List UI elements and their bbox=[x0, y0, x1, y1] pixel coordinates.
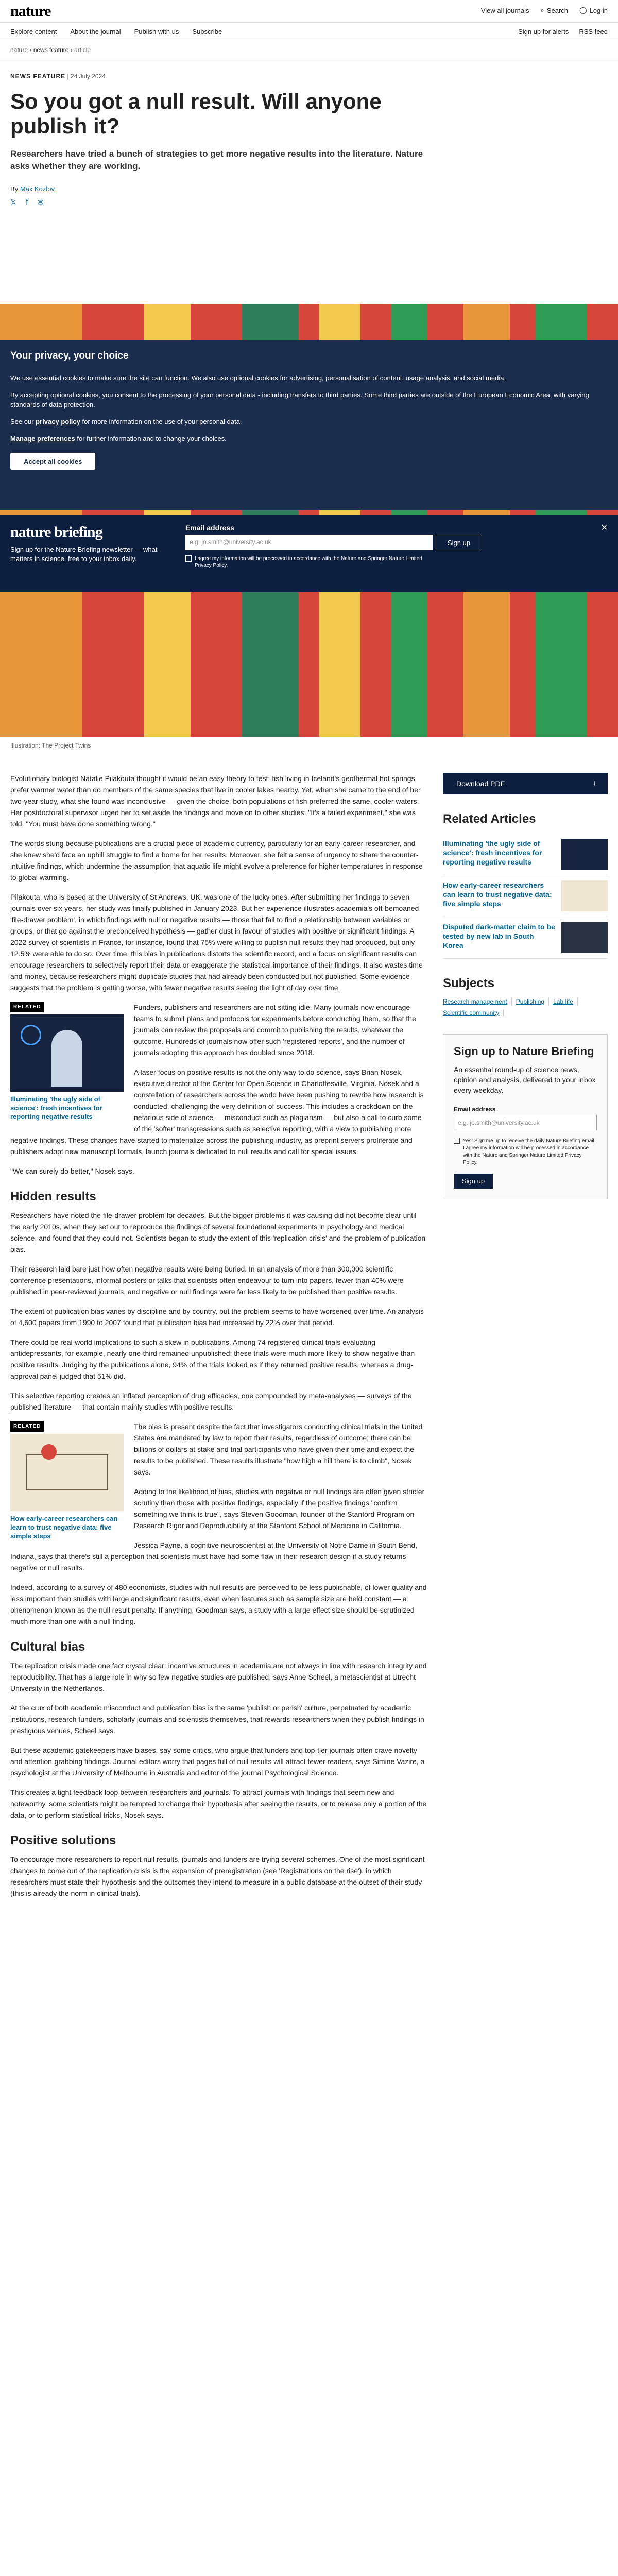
subject-link[interactable]: Lab life bbox=[553, 998, 578, 1005]
breadcrumb-news-feature[interactable]: news feature bbox=[33, 46, 69, 54]
search-link[interactable] bbox=[541, 6, 568, 14]
breadcrumb-article: article bbox=[74, 46, 91, 54]
user-icon: ◯ bbox=[579, 6, 587, 14]
related-article-item[interactable] bbox=[443, 834, 608, 875]
privacy-policy-link[interactable]: privacy policy bbox=[36, 418, 80, 426]
site-logo[interactable]: nature bbox=[10, 2, 51, 20]
briefing-email-input[interactable]: e.g. jo.smith@university.ac.uk bbox=[185, 535, 433, 550]
briefing-logo: nature briefing bbox=[10, 523, 102, 540]
paragraph: Evolutionary biologist Natalie Pilakouta thought it would be an easy theory to test: fish living in Iceland's geothermal hot springs prefer warmer water than do members of the same species that live in cooler lakes nearby. Yet, when she came to the end of her two-year study, what she found was inconclusive — given the choice, both populations of fish preferred the same, cooler waters. Her postdoctoral supervisor urged her to set aside the findings and move on to other studies: "It's a failed experiment," she was told. "You must have done something wrong." bbox=[10, 774, 421, 828]
cookie-text-2: By accepting optional cookies, you consent to the processing of your personal data - including transfers to third parties. Some third parties are outside of the European Economic Area, with varying standards of data protection. bbox=[10, 391, 589, 409]
download-icon: ↓ bbox=[593, 778, 596, 787]
login-link[interactable] bbox=[579, 6, 608, 14]
cookie-text-4-post: for further information and to change your choices. bbox=[77, 435, 227, 443]
download-pdf-label: Download PDF bbox=[456, 779, 505, 788]
paragraph: This creates a tight feedback loop between researchers and journals. To attract journals with findings that seem new and noteworthy, some scientists might be tempted to change their hypothesis after seeing the results, or to release only a portion of the data, or to perform statistical tricks, Nosek says. bbox=[10, 1788, 427, 1819]
related-tag: RELATED bbox=[10, 1421, 44, 1432]
manage-preferences-link[interactable]: Manage preferences bbox=[10, 435, 75, 443]
nav-publish[interactable]: Publish with us bbox=[134, 28, 179, 36]
subjects-list bbox=[443, 998, 608, 1016]
cookie-banner bbox=[0, 340, 618, 510]
article-date: 24 July 2024 bbox=[70, 73, 106, 80]
related-article-item[interactable] bbox=[443, 875, 608, 917]
related-tag: RELATED bbox=[10, 1002, 44, 1012]
section-heading: Positive solutions bbox=[10, 1834, 116, 1848]
breadcrumb-nature[interactable]: nature bbox=[10, 46, 28, 54]
page-title: So you got a null result. Will anyone publish it? bbox=[10, 89, 382, 138]
briefing-box-title: Sign up to Nature Briefing bbox=[454, 1045, 594, 1058]
related-article-title: How early-career researchers can learn to trust negative data: five simple steps bbox=[443, 881, 552, 908]
image-caption: Illustration: The Project Twins bbox=[10, 742, 91, 749]
sidebar bbox=[443, 773, 608, 1199]
briefing-signup-button[interactable]: Sign up bbox=[436, 535, 482, 550]
subjects-heading: Subjects bbox=[443, 976, 495, 990]
briefing-box-signup-button[interactable]: Sign up bbox=[454, 1174, 493, 1189]
paragraph: Pilakouta, who is based at the University of St Andrews, UK, was one of the lucky ones. After submitting her findings to seven journals over six years, her study was finally published in January 2023. But her experience illustrates academia's oft-bemoaned 'file-drawer problem', in which findings with null or negative results — those that fail to find a relationship between variables or groups, or that go against the preconceived hypothesis — gather dust in favour of studies with positive or significant findings. A 2022 survey of scientists in France, for instance, found that 75% were willing to publish null results they had produced, but only 12.5% were able to do so. Over time, this bias in publications distorts the scientific record, and a focus on significant results can encourage researchers to selectively report their data or exaggerate the statistical importance of their findings. It also wastes time and money, because researchers might duplicate studies that had already been conducted but not published. Some evidence suggests that the problem is getting worse, with fewer negative results seeing the light of day over time. bbox=[10, 893, 423, 992]
x-share-icon[interactable]: 𝕏 bbox=[10, 198, 17, 207]
related-article-title: Disputed dark-matter claim to be tested by new lab in South Korea bbox=[443, 923, 555, 950]
cookie-text-1: We use essential cookies to make sure the site can function. We also use optional cookies for advertising, personalisation of content, usage analysis, and social media. bbox=[10, 374, 506, 382]
article-kicker: NEWS FEATURE | 24 July 2024 bbox=[10, 73, 106, 80]
facebook-share-icon[interactable]: f bbox=[26, 198, 28, 207]
subject-link[interactable]: Publishing bbox=[516, 998, 549, 1005]
paragraph: "We can surely do better," Nosek says. bbox=[10, 1167, 134, 1175]
related-article-thumbnail bbox=[561, 839, 608, 870]
paragraph: A laser focus on positive results is not the only way to do science, says Brian Nosek, executive director of the Center for Open Science in Charlottesville, Virginia. Nosek and a constellation of researchers across the world have been pushing to rewrite how research is conducted, challenging the very definition of success. This includes a crackdown on the nefarious side of science — misconduct such as plagiarism — but also a call to curb some of the 'softer' transgressions such as selective reporting, with a view to publishing more negative findings. These changes have started to materialize across the publishing industry, as preprint servers proliferate and publishers adopt new manuscript formats, launch journals dedicated to null results and call for special issues. bbox=[10, 1068, 424, 1156]
briefing-box-checkbox[interactable] bbox=[454, 1138, 460, 1144]
paragraph: The extent of publication bias varies by discipline and by country, but the problem seems to have worsened over time. An analysis of 4,600 papers from 1990 to 2007 found that publication bias had increased by 22% over that period. bbox=[10, 1307, 424, 1327]
related-inline-1[interactable] bbox=[10, 1002, 124, 1121]
nav-explore[interactable]: Explore content bbox=[10, 28, 57, 36]
paragraph: Indeed, according to a survey of 480 economists, studies with null results are perceived to be less publishable, of lower quality and less important than studies with large and significant results, even when features such as sample size are held constant — a phenomenon known as the null result penalty. If anything, Goodman says, a study with a large effect size should be scrutinized much more than one with a null finding. bbox=[10, 1583, 427, 1625]
rss-link[interactable]: RSS feed bbox=[579, 28, 608, 36]
paragraph: Their research laid bare just how often negative results were being buried. In an analysis of more than 300,000 scientific conference presentations, informal posters or talks that scientists often endeavour to turn into papers, fewer than 40% were published in peer-reviewed journals, and negative or null findings were far less likely to be published than positive results. bbox=[10, 1265, 404, 1296]
subject-link[interactable]: Scientific community bbox=[443, 1009, 504, 1016]
briefing-consent bbox=[185, 555, 433, 569]
related-inline-2[interactable] bbox=[10, 1421, 124, 1540]
cookie-title: Your privacy, your choice bbox=[10, 350, 129, 361]
related-article-thumbnail bbox=[561, 880, 608, 911]
login-label: Log in bbox=[589, 6, 608, 14]
briefing-pitch: Sign up for the Nature Briefing newsletter — what matters in science, free to your inbox daily. bbox=[10, 546, 158, 563]
paragraph: This selective reporting creates an inflated perception of drug efficacies, one compounded by meta-analyses — surveys of the published literature — that contain mainly studies with positive results. bbox=[10, 1392, 412, 1411]
briefing-box-email-label: Email address bbox=[454, 1106, 496, 1113]
download-pdf-button[interactable] bbox=[443, 773, 608, 794]
cookie-text-3-pre: See our bbox=[10, 418, 34, 426]
breadcrumb: nature › news feature › article bbox=[0, 41, 618, 59]
paragraph: The replication crisis made one fact crystal clear: incentive structures in academia are not always in line with research integrity and reproducibility. That has a large role in why so few negative studies are published, says Anne Scheel, a metascientist at Utrecht University in the Netherlands. bbox=[10, 1662, 427, 1692]
paragraph: There could be real-world implications to such a skew in publications. Among 74 registered clinical trials evaluating antidepressants, for example, nearly one-third remained unpublished; these trials were much more likely to show negative than positive results. Judging by the publications alone, 94% of the trials looked as if they returned positive results, whereas a drug-approval panel judged that 51% did. bbox=[10, 1338, 415, 1380]
related-title: Illuminating 'the ugly side of science': fresh incentives for reporting negative results bbox=[10, 1095, 102, 1121]
related-title: How early-career researchers can learn to trust negative data: five simple steps bbox=[10, 1515, 118, 1540]
briefing-box-text: An essential round-up of science news, opinion and analysis, delivered to your inbox every weekday. bbox=[454, 1065, 596, 1094]
paragraph: Funders, publishers and researchers are not sitting idle. Many journals now encourage teams to submit plans and protocols for experiments before conducting them, so that the journals can review the proposals and commit to publishing the results, whatever the outcome. Hundreds of journals now offer such 'registered reports', and the number of journals adopting this approach has doubled since 2018. bbox=[134, 1003, 416, 1057]
cookie-text-3-post: for more information on the use of your personal data. bbox=[82, 418, 242, 426]
share-links bbox=[10, 198, 433, 207]
article-type: NEWS FEATURE bbox=[10, 73, 66, 80]
briefing-consent-checkbox[interactable] bbox=[185, 555, 192, 562]
briefing-banner bbox=[0, 515, 618, 592]
paragraph: To encourage more researchers to report null results, journals and funders are trying several schemes. One of the most significant changes to come out of the replication crisis is the expansion of preregistration (see 'Registrations on the rise'), in which researchers must state their hypothesis and the outcomes they intend to measure in a public database at the outset of their study (this is already the norm in clinical trials). bbox=[10, 1855, 425, 1897]
author-link[interactable]: Max Kozlov bbox=[20, 185, 55, 193]
briefing-signup-box bbox=[443, 1034, 608, 1199]
main-nav bbox=[0, 23, 618, 41]
section-heading: Hidden results bbox=[10, 1190, 96, 1204]
related-article-thumbnail bbox=[561, 922, 608, 953]
site-header bbox=[0, 0, 618, 23]
search-label: Search bbox=[546, 6, 569, 14]
related-thumbnail bbox=[10, 1014, 124, 1092]
paragraph: The words stung because publications are a crucial piece of academic currency, particularly for an early-career researcher, and she knew she'd face an uphill struggle to find a home for her results. Moreover, she felt a sense of urgency to share the counter-intuitive findings, which undermine the assumption that aquatic life might evolve a preference for higher temperatures in response to global warming. bbox=[10, 839, 423, 882]
related-article-title: Illuminating 'the ugly side of science': fresh incentives for reporting negative results bbox=[443, 839, 542, 866]
briefing-form bbox=[185, 523, 484, 569]
byline-prefix: By bbox=[10, 185, 19, 193]
cookie-text-4 bbox=[10, 434, 603, 444]
byline bbox=[10, 185, 433, 193]
paragraph: Adding to the likelihood of bias, studies with negative or null findings are often given stricter scrutiny than those with positive findings, especially if the positive findings "confirm something we think is true", says Steven Goodman, founder of the Stanford Program on Research Rigor and Reproducibility at the Stanford School of Medicine in California. bbox=[134, 1487, 425, 1530]
alerts-link[interactable]: Sign up for alerts bbox=[518, 28, 569, 36]
email-share-icon[interactable]: ✉ bbox=[37, 198, 44, 207]
related-article-item[interactable] bbox=[443, 917, 608, 959]
related-articles-heading: Related Articles bbox=[443, 812, 536, 826]
search-icon: ⌕ bbox=[540, 6, 544, 14]
close-icon[interactable]: ✕ bbox=[600, 523, 608, 532]
related-thumbnail bbox=[10, 1434, 124, 1511]
paragraph: Researchers have noted the file-drawer problem for decades. But the bigger problems it was causing did not become clear until the early 2010s, when they set out to reproduce the findings of several foundational experiments in psychology and medical science, and found that they could not. Scientists began to study the extent of this 'replication crisis' and the problem of publication bias. bbox=[10, 1211, 426, 1253]
article-header bbox=[0, 59, 443, 207]
briefing-email-label: Email address bbox=[185, 523, 234, 532]
standfirst: Researchers have tried a bunch of strategies to get more negative results into the literature. Nature asks whether they are working. bbox=[10, 149, 423, 171]
briefing-consent-text: I agree my information will be processed in accordance with the Nature and Springer Nature Limited Privacy Policy. bbox=[195, 556, 422, 568]
accept-cookies-button[interactable]: Accept all cookies bbox=[10, 453, 95, 470]
top-links bbox=[481, 6, 608, 14]
cookie-text-3 bbox=[10, 417, 603, 427]
nav-subscribe[interactable]: Subscribe bbox=[192, 28, 222, 36]
briefing-box-consent bbox=[454, 1138, 597, 1166]
paragraph: But these academic gatekeepers have biases, say some critics, who argue that funders and top-tier journals often crave novelty and attention-grabbing findings. Journal editors worry that pages full of null results will attract fewer readers, says Simine Vazire, a psychologist at the University of Melbourne in Australia and editor of the journal Psychological Science. bbox=[10, 1746, 425, 1777]
article-body bbox=[10, 773, 427, 1907]
nav-about[interactable]: About the journal bbox=[70, 28, 121, 36]
paragraph: At the crux of both academic misconduct and publication bias is the same 'publish or perish' culture, perpetuated by academic institutions, research funders, scholarly journals and scientists themselves, that rewards researchers when they publish findings in prestigious venues, Scheel says. bbox=[10, 1704, 424, 1735]
subject-link[interactable]: Research management bbox=[443, 998, 512, 1005]
briefing-box-email-input[interactable]: e.g. jo.smith@university.ac.uk bbox=[454, 1115, 597, 1130]
section-heading: Cultural bias bbox=[10, 1640, 85, 1654]
briefing-box-consent-text: Yes! Sign me up to receive the daily Nature Briefing email. I agree my information will be processed in accordance with the Nature and Springer Nature Limited Privacy Policy. bbox=[463, 1138, 596, 1165]
view-all-journals-link[interactable]: View all journals bbox=[480, 6, 529, 14]
paragraph: Jessica Payne, a cognitive neuroscientist at the University of Notre Dame in South Bend, Indiana, says that there's still a perception that scientists must have had some flaw in their research design if a study returns negative or null results. bbox=[10, 1541, 418, 1572]
paragraph: The bias is present despite the fact that investigators conducting clinical trials in the United States are mandated by law to report their results, regardless of outcome; there can be billions of dollars at stake and trial participants who have given their time and expect the results to be published. These results illustrate "how high a hill there is to climb", Nosek says. bbox=[134, 1422, 423, 1476]
